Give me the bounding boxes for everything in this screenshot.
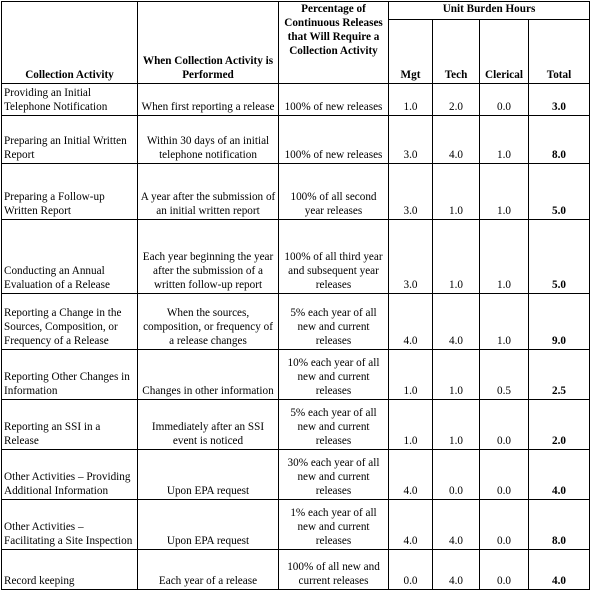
column-header-mgt: Mgt	[389, 20, 433, 84]
clerical-hours-cell: 0.0	[480, 450, 529, 500]
activity-cell: Other Activities – Facilitating a Site Inspection	[2, 500, 138, 550]
table-row	[2, 550, 590, 590]
percentage-cell: 100% of new releases	[279, 116, 389, 164]
clerical-hours-cell: 0.0	[480, 500, 529, 550]
percentage-cell: 100% of new releases	[279, 84, 389, 116]
table-row	[2, 400, 590, 450]
when-performed-cell: When first reporting a release	[138, 84, 279, 116]
when-performed-cell: Changes in other information	[138, 350, 279, 400]
table-row	[2, 350, 590, 400]
activity-cell: Providing an Initial Telephone Notification	[2, 84, 138, 116]
total-hours-cell: 8.0	[529, 116, 590, 164]
mgt-hours-cell: 4.0	[389, 294, 433, 350]
table-row	[2, 500, 590, 550]
mgt-hours-cell: 4.0	[389, 450, 433, 500]
mgt-hours-cell: 1.0	[389, 400, 433, 450]
clerical-hours-cell: 1.0	[480, 220, 529, 294]
total-hours-cell: 2.0	[529, 400, 590, 450]
clerical-hours-cell: 1.0	[480, 164, 529, 220]
clerical-hours-cell: 0.0	[480, 400, 529, 450]
total-hours-cell: 9.0	[529, 294, 590, 350]
total-hours-cell: 3.0	[529, 84, 590, 116]
column-header-tech: Tech	[433, 20, 480, 84]
total-hours-cell: 4.0	[529, 550, 590, 590]
percentage-cell: 10% each year of all new and current releases	[279, 350, 389, 400]
percentage-cell: 100% of all second year releases	[279, 164, 389, 220]
activity-cell: Preparing a Follow-up Written Report	[2, 164, 138, 220]
tech-hours-cell: 4.0	[433, 294, 480, 350]
percentage-cell: 30% each year of all new and current releases	[279, 450, 389, 500]
total-hours-cell: 5.0	[529, 164, 590, 220]
burden-table	[1, 1, 590, 590]
tech-hours-cell: 4.0	[433, 116, 480, 164]
mgt-hours-cell: 1.0	[389, 350, 433, 400]
activity-cell: Record keeping	[2, 550, 138, 590]
when-performed-cell: Within 30 days of an initial telephone notification	[138, 116, 279, 164]
total-hours-cell: 2.5	[529, 350, 590, 400]
activity-cell: Reporting an SSI in a Release	[2, 400, 138, 450]
percentage-cell: 1% each year of all new and current releases	[279, 500, 389, 550]
clerical-hours-cell: 0.0	[480, 84, 529, 116]
column-header-collection-activity: Collection Activity	[2, 2, 138, 84]
when-performed-cell: Upon EPA request	[138, 500, 279, 550]
tech-hours-cell: 1.0	[433, 400, 480, 450]
clerical-hours-cell: 1.0	[480, 116, 529, 164]
activity-cell: Other Activities – Providing Additional Information	[2, 450, 138, 500]
table-row	[2, 84, 590, 116]
column-header-when-performed: When Collection Activity is Performed	[138, 2, 279, 84]
mgt-hours-cell: 0.0	[389, 550, 433, 590]
tech-hours-cell: 1.0	[433, 164, 480, 220]
column-header-unit-burden-hours: Unit Burden Hours	[389, 2, 590, 20]
when-performed-cell: Immediately after an SSI event is noticed	[138, 400, 279, 450]
header-row-top	[2, 2, 590, 20]
tech-hours-cell: 4.0	[433, 550, 480, 590]
percentage-cell: 100% of all third year and subsequent year releases	[279, 220, 389, 294]
table-row	[2, 164, 590, 220]
activity-cell: Conducting an Annual Evaluation of a Release	[2, 220, 138, 294]
tech-hours-cell: 0.0	[433, 450, 480, 500]
mgt-hours-cell: 1.0	[389, 84, 433, 116]
mgt-hours-cell: 4.0	[389, 500, 433, 550]
table-row	[2, 294, 590, 350]
activity-cell: Reporting a Change in the Sources, Composition, or Frequency of a Release	[2, 294, 138, 350]
column-header-percentage: Percentage of Continuous Releases that Will Require a Collection Activity	[279, 2, 389, 84]
tech-hours-cell: 2.0	[433, 84, 480, 116]
percentage-cell: 100% of all new and current releases	[279, 550, 389, 590]
when-performed-cell: Each year beginning the year after the submission of a written follow-up report	[138, 220, 279, 294]
total-hours-cell: 5.0	[529, 220, 590, 294]
mgt-hours-cell: 3.0	[389, 220, 433, 294]
when-performed-cell: Upon EPA request	[138, 450, 279, 500]
activity-cell: Preparing an Initial Written Report	[2, 116, 138, 164]
table-row	[2, 450, 590, 500]
tech-hours-cell: 1.0	[433, 220, 480, 294]
mgt-hours-cell: 3.0	[389, 116, 433, 164]
total-hours-cell: 4.0	[529, 450, 590, 500]
clerical-hours-cell: 1.0	[480, 294, 529, 350]
when-performed-cell: When the sources, composition, or frequency of a release changes	[138, 294, 279, 350]
clerical-hours-cell: 0.0	[480, 550, 529, 590]
when-performed-cell: Each year of a release	[138, 550, 279, 590]
mgt-hours-cell: 3.0	[389, 164, 433, 220]
total-hours-cell: 8.0	[529, 500, 590, 550]
percentage-cell: 5% each year of all new and current releases	[279, 400, 389, 450]
tech-hours-cell: 1.0	[433, 350, 480, 400]
column-header-total: Total	[529, 20, 590, 84]
tech-hours-cell: 4.0	[433, 500, 480, 550]
table-row	[2, 116, 590, 164]
when-performed-cell: A year after the submission of an initial written report	[138, 164, 279, 220]
clerical-hours-cell: 0.5	[480, 350, 529, 400]
column-header-clerical: Clerical	[480, 20, 529, 84]
activity-cell: Reporting Other Changes in Information	[2, 350, 138, 400]
percentage-cell: 5% each year of all new and current releases	[279, 294, 389, 350]
table-row	[2, 220, 590, 294]
